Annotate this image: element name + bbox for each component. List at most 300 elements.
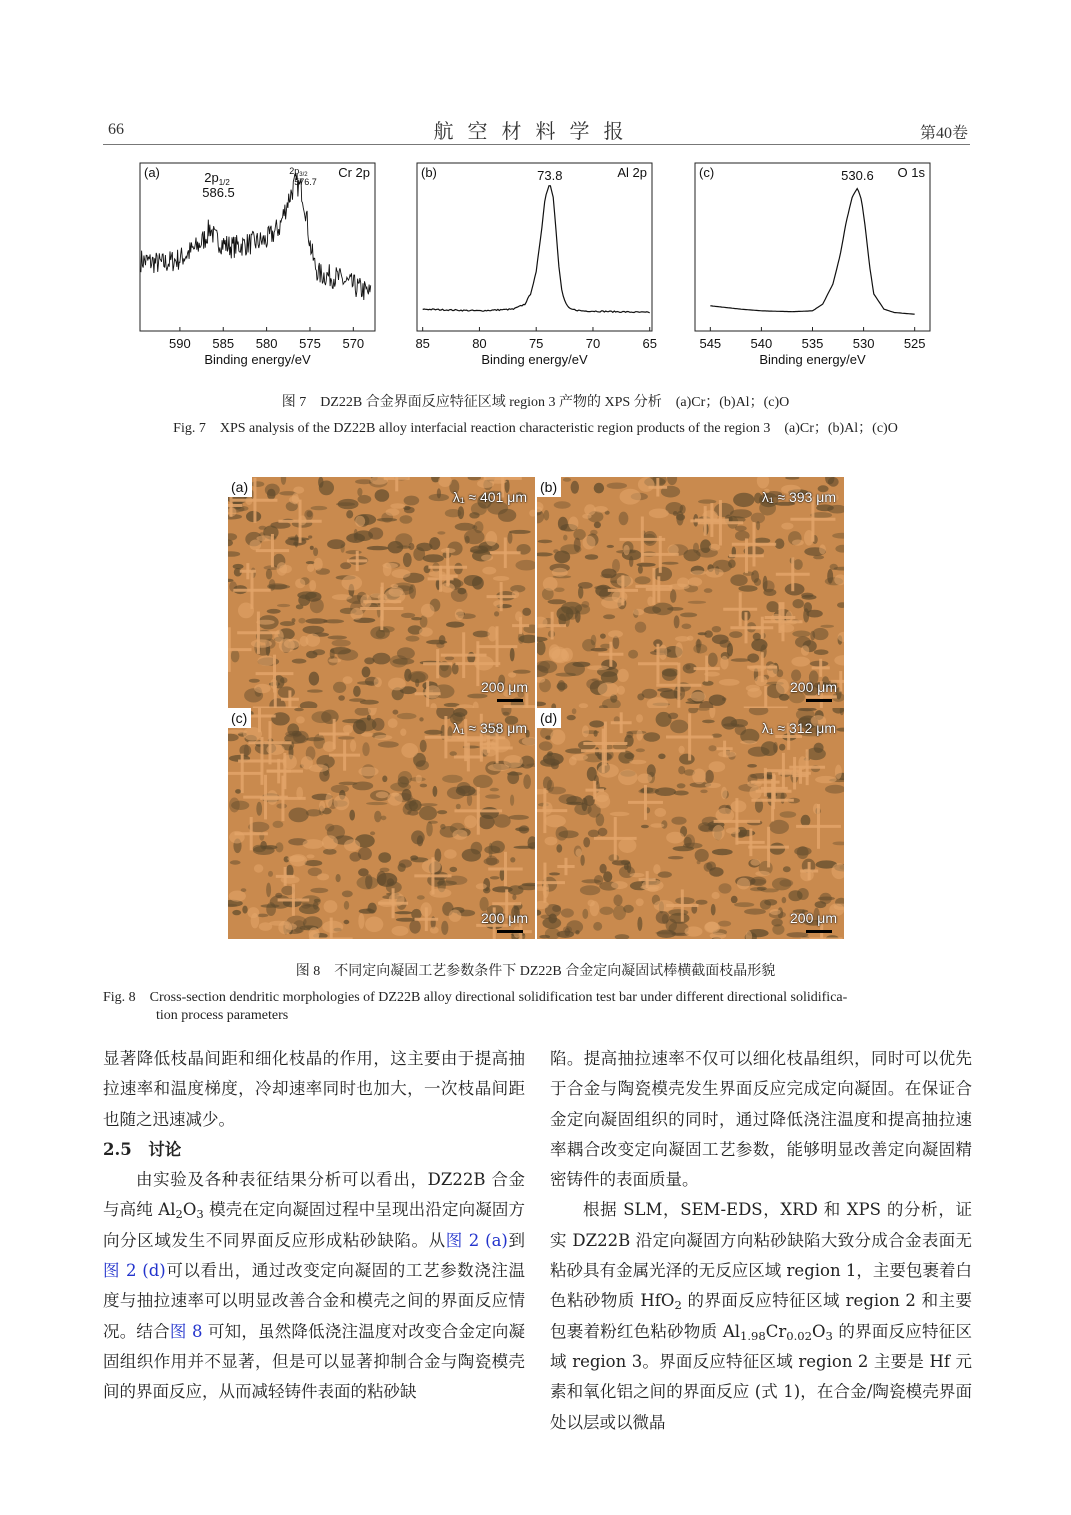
- dendrite-core: [792, 540, 804, 546]
- peak-label: $2p_{3/2}$: [289, 166, 308, 178]
- interdendritic-region: [372, 718, 385, 731]
- interdendritic-region: [344, 901, 349, 910]
- dendrite-core: [675, 642, 683, 658]
- interdendritic-region: [816, 504, 834, 511]
- dendrite-core: [617, 576, 634, 587]
- interdendritic-region: [411, 617, 422, 620]
- interdendritic-region: [349, 698, 366, 702]
- dendrite-core: [317, 873, 329, 880]
- interdendritic-region: [641, 825, 649, 828]
- dendrite-core: [636, 730, 642, 741]
- interdendritic-region: [298, 618, 305, 624]
- interdendritic-region: [548, 599, 567, 604]
- peak-label-sub: 1/2: [218, 178, 230, 187]
- dendrite-core: [358, 767, 378, 776]
- dendrite-core: [334, 795, 350, 810]
- dendrite-core: [576, 849, 582, 857]
- interdendritic-region: [508, 532, 513, 544]
- interdendritic-region: [275, 893, 282, 898]
- interdendritic-region: [751, 570, 759, 583]
- dendrite-core: [419, 627, 433, 636]
- dendrite-core: [755, 676, 768, 687]
- interdendritic-region: [349, 810, 355, 821]
- dendrite-core: [324, 900, 338, 913]
- dendrite-core: [400, 729, 406, 736]
- dendrite-core: [771, 614, 783, 623]
- interdendritic-region: [578, 741, 596, 750]
- dendrite-core: [783, 620, 797, 624]
- figure8-caption-en-line2: tion process parameters: [156, 1008, 289, 1023]
- interdendritic-region: [340, 562, 351, 569]
- interdendritic-region: [653, 567, 672, 581]
- dendrite-core: [441, 548, 456, 553]
- interdendritic-region: [323, 619, 344, 623]
- interdendritic-region: [683, 549, 700, 561]
- xps-chart-cr: [140, 158, 380, 377]
- dendrite-core: [344, 839, 360, 851]
- interdendritic-region: [458, 588, 467, 595]
- interdendritic-region: [638, 565, 643, 573]
- dendrite-core: [350, 608, 363, 620]
- text: 由实验及各种表征结果分析可以看出，DZ22B 合金与高纯 Al: [103, 1170, 525, 1220]
- interdendritic-region: [670, 589, 676, 602]
- interdendritic-region: [684, 837, 692, 847]
- scale-bar-label: 200 μm: [790, 910, 837, 926]
- interdendritic-region: [509, 530, 531, 534]
- interdendritic-region: [635, 576, 651, 584]
- figure8-caption-cn: 图 8 不同定向凝固工艺参数条件下 DZ22B 合金定向凝固试棒横截面枝晶形貌: [295, 964, 776, 979]
- interdendritic-region: [301, 903, 311, 909]
- dendrite-core: [229, 831, 245, 844]
- dendrite-core: [653, 864, 660, 874]
- interdendritic-region: [420, 740, 427, 752]
- panel-label: (d): [537, 708, 561, 728]
- panel-label: (c): [699, 165, 715, 180]
- interdendritic-region: [424, 730, 442, 735]
- text: O: [811, 1321, 826, 1341]
- text: Cr: [765, 1321, 787, 1341]
- interdendritic-region: [346, 550, 362, 554]
- interdendritic-region: [261, 904, 280, 907]
- interdendritic-region: [266, 902, 276, 916]
- interdendritic-region: [589, 720, 604, 727]
- interdendritic-region: [702, 720, 715, 724]
- interdendritic-region: [793, 559, 802, 570]
- interdendritic-region: [498, 509, 516, 522]
- dendrite-core: [668, 545, 679, 556]
- dendrite-core: [295, 579, 305, 589]
- interdendritic-region: [668, 713, 678, 719]
- peak-value: 586.5: [202, 185, 235, 200]
- spectrum-line: [141, 174, 371, 300]
- x-axis-label: Binding energy/eV: [759, 352, 866, 367]
- paragraph: [103, 1165, 525, 1407]
- dendrite-core: [675, 636, 690, 642]
- dendrite-core: [278, 921, 292, 935]
- dendrite-core: [388, 718, 398, 728]
- interdendritic-region: [572, 662, 590, 667]
- dendrite-core: [702, 510, 717, 521]
- interdendritic-region: [695, 849, 709, 862]
- dendrite-core: [421, 604, 435, 618]
- dendrite-core: [617, 669, 629, 682]
- dendrite-core: [804, 530, 814, 546]
- micrograph-c: [228, 708, 535, 939]
- interdendritic-region: [513, 670, 531, 674]
- dendrite-core: [610, 812, 630, 816]
- interdendritic-region: [323, 849, 337, 855]
- interdendritic-region: [705, 770, 714, 784]
- text: 根据 SLM，SEM-EDS，XRD 和 XPS 的分析，证实 DZ22B 沿定向凝固方向粘砂缺陷大致分成合金表面无粘砂具有金属光泽的无反应区域 region 1，主要包裹着白色粘砂物质 HfO: [550, 1200, 972, 1311]
- dendrite-core: [444, 849, 457, 859]
- subscript: 1.98: [740, 1328, 766, 1343]
- interdendritic-region: [637, 693, 644, 700]
- interdendritic-region: [635, 622, 646, 633]
- dendrite-core: [720, 656, 728, 670]
- dendrite-core: [623, 545, 629, 555]
- interdendritic-region: [306, 651, 317, 659]
- interdendritic-region: [731, 658, 751, 662]
- interdendritic-region: [733, 493, 754, 507]
- dendrite-core: [705, 922, 718, 933]
- dendrite-core: [598, 682, 619, 696]
- xps-chart-al: [417, 158, 657, 377]
- interdendritic-region: [256, 802, 262, 816]
- interdendritic-region: [797, 888, 809, 900]
- interdendritic-region: [450, 751, 457, 756]
- dendrite-core: [636, 714, 643, 722]
- dendrite-core: [542, 802, 552, 815]
- dendrite-core: [374, 735, 392, 740]
- dendrite-core: [819, 544, 826, 554]
- dendrite-core: [267, 790, 278, 805]
- interdendritic-region: [704, 588, 713, 593]
- interdendritic-region: [342, 891, 353, 898]
- interdendritic-region: [760, 900, 771, 910]
- interdendritic-region: [366, 908, 371, 911]
- interdendritic-region: [782, 897, 787, 903]
- interdendritic-region: [285, 731, 302, 738]
- dendrite-core: [300, 636, 309, 647]
- dendrite-core: [482, 567, 496, 575]
- interdendritic-region: [417, 835, 423, 846]
- dendrite-core: [323, 741, 336, 752]
- interdendritic-region: [478, 815, 494, 830]
- interdendritic-region: [368, 903, 377, 914]
- interdendritic-region: [700, 790, 707, 794]
- dendrite-core: [493, 600, 503, 607]
- dendrite-core: [647, 596, 653, 606]
- dendrite-core: [515, 611, 522, 621]
- panel-label: (a): [144, 165, 160, 180]
- subscript: 2: [674, 1298, 682, 1313]
- interdendritic-region: [398, 863, 406, 872]
- interdendritic-region: [756, 521, 760, 530]
- interdendritic-region: [510, 795, 514, 806]
- interdendritic-region: [306, 809, 322, 816]
- panel-label: (b): [421, 165, 437, 180]
- body-right-column: [550, 1044, 972, 1438]
- interdendritic-region: [484, 846, 500, 854]
- interdendritic-region: [510, 585, 525, 592]
- interdendritic-region: [465, 536, 470, 544]
- interdendritic-region: [801, 815, 811, 827]
- interdendritic-region: [445, 509, 462, 517]
- dendrite-core: [512, 591, 519, 599]
- dendrite-core: [325, 793, 332, 808]
- interdendritic-region: [744, 909, 766, 915]
- figure7-caption-cn: 图 7 DZ22B 合金界面反应特征区域 region 3 产物的 XPS 分析 (a)Cr；(b)Al；(c)O: [281, 395, 790, 410]
- interdendritic-region: [289, 808, 309, 823]
- interdendritic-region: [603, 614, 615, 619]
- figure-link[interactable]: 图 8: [169, 1321, 203, 1341]
- interdendritic-region: [580, 855, 584, 866]
- x-axis-label: Binding energy/eV: [204, 352, 311, 367]
- interdendritic-region: [307, 689, 323, 692]
- dendrite-core: [618, 838, 636, 853]
- dendrite-core: [266, 744, 284, 755]
- interdendritic-region: [750, 887, 765, 891]
- interdendritic-region: [403, 553, 412, 567]
- interdendritic-region: [561, 908, 574, 917]
- x-tick-label: 570: [342, 336, 365, 351]
- interdendritic-region: [337, 649, 358, 660]
- dendrite-core: [800, 869, 814, 882]
- dendrite-core: [798, 756, 806, 770]
- interdendritic-region: [330, 648, 335, 659]
- dendrite-core: [386, 508, 400, 515]
- interdendritic-region: [522, 608, 531, 616]
- dendrite-core: [654, 900, 675, 911]
- interdendritic-region: [658, 754, 665, 760]
- interdendritic-region: [374, 811, 381, 823]
- dendrite-core: [710, 933, 727, 939]
- interdendritic-region: [231, 650, 240, 663]
- interdendritic-region: [582, 909, 588, 919]
- figure7-caption-en: Fig. 7 XPS analysis of the DZ22B alloy interfacial reaction characteristic region products of the region 3 (a)Cr；(b)Al；(c)O: [173, 421, 898, 436]
- dendrite-core: [655, 808, 667, 817]
- dendrite-core: [422, 859, 441, 873]
- interdendritic-region: [582, 601, 590, 608]
- dendrite-core: [801, 645, 809, 656]
- dendrite-core: [358, 913, 364, 929]
- interdendritic-region: [793, 599, 804, 608]
- dendrite-core: [425, 685, 441, 698]
- interdendritic-region: [804, 602, 812, 613]
- interdendritic-region: [539, 741, 553, 751]
- interdendritic-region: [230, 860, 241, 864]
- dendrite-core: [601, 597, 623, 609]
- interdendritic-region: [680, 613, 697, 618]
- interdendritic-region: [572, 708, 577, 714]
- interdendritic-region: [636, 748, 645, 752]
- interdendritic-region: [619, 512, 629, 526]
- dendrite-core: [256, 535, 273, 541]
- interdendritic-region: [698, 499, 716, 503]
- interdendritic-region: [441, 921, 448, 935]
- dendrite-core: [258, 655, 276, 666]
- interdendritic-region: [509, 815, 529, 820]
- interdendritic-region: [423, 554, 444, 562]
- interdendritic-region: [696, 900, 708, 905]
- dendrite-core: [392, 926, 409, 936]
- subscript: 3: [196, 1207, 204, 1222]
- interdendritic-region: [450, 867, 458, 872]
- interdendritic-region: [294, 708, 304, 711]
- dendrite-core: [420, 902, 431, 917]
- interdendritic-region: [494, 814, 511, 828]
- interdendritic-region: [510, 857, 515, 862]
- interdendritic-region: [600, 634, 606, 639]
- interdendritic-region: [588, 830, 599, 838]
- x-tick-label: 545: [699, 336, 722, 351]
- micrograph-b: [537, 477, 844, 708]
- interdendritic-region: [565, 928, 571, 937]
- dendrite-core: [709, 761, 726, 772]
- interdendritic-region: [674, 615, 680, 628]
- dendrite-core: [301, 756, 313, 769]
- interdendritic-region: [797, 846, 809, 859]
- interdendritic-region: [332, 640, 351, 647]
- dendrite-core: [342, 575, 363, 590]
- interdendritic-region: [445, 656, 454, 660]
- interdendritic-region: [292, 618, 296, 623]
- dendrite-core: [284, 639, 300, 649]
- dendrite-core: [246, 496, 253, 505]
- figure-link[interactable]: 图 2 (d): [103, 1261, 166, 1281]
- dendrite-core: [549, 647, 568, 663]
- dendrite-core: [649, 509, 669, 519]
- x-tick-label: 585: [212, 336, 235, 351]
- dendrite-core: [571, 754, 588, 761]
- dendrite-core: [464, 815, 477, 828]
- interdendritic-region: [560, 544, 581, 554]
- interdendritic-region: [612, 559, 620, 573]
- plot-frame: [695, 163, 930, 331]
- x-tick-label: 525: [903, 336, 926, 351]
- dendrite-texture: [537, 708, 844, 939]
- interdendritic-region: [420, 784, 427, 788]
- interdendritic-region: [366, 802, 387, 805]
- interdendritic-region: [494, 611, 499, 616]
- interdendritic-region: [372, 653, 390, 665]
- dendrite-core: [545, 837, 558, 846]
- interdendritic-region: [688, 601, 706, 604]
- subscript: 2: [175, 1207, 183, 1222]
- interdendritic-region: [761, 741, 778, 756]
- dendrite-core: [296, 787, 303, 800]
- interdendritic-region: [785, 583, 805, 595]
- interdendritic-region: [229, 798, 240, 813]
- interdendritic-region: [675, 897, 694, 904]
- plot-frame: [140, 163, 375, 331]
- dendrite-core: [669, 584, 690, 590]
- dendrite-core: [401, 743, 418, 758]
- interdendritic-region: [556, 844, 562, 852]
- dendrite-core: [582, 725, 589, 737]
- interdendritic-region: [554, 501, 571, 508]
- interdendritic-region: [731, 896, 738, 904]
- dendrite-core: [569, 517, 579, 531]
- x-tick-label: 540: [750, 336, 773, 351]
- dendrite-core: [376, 792, 389, 799]
- interdendritic-region: [266, 883, 271, 898]
- dendrite-core: [390, 503, 405, 509]
- dendrite-core: [690, 570, 706, 575]
- dendrite-core: [392, 569, 411, 578]
- dendrite-core: [594, 506, 608, 513]
- interdendritic-region: [783, 866, 791, 872]
- dendrite-core: [704, 672, 720, 677]
- dendrite-core: [719, 679, 740, 686]
- dendrite-core: [292, 493, 299, 504]
- interdendritic-region: [346, 533, 365, 543]
- dendrite-core: [685, 926, 703, 936]
- dendrite-core: [289, 854, 307, 866]
- figure-link[interactable]: 图 2 (a): [445, 1230, 508, 1250]
- scale-bar: [806, 930, 832, 933]
- interdendritic-region: [708, 653, 718, 667]
- interdendritic-region: [544, 510, 550, 521]
- interdendritic-region: [668, 909, 688, 916]
- interdendritic-region: [296, 604, 304, 609]
- interdendritic-region: [819, 893, 831, 904]
- dendrite-core: [791, 657, 810, 667]
- dendrite-core: [296, 716, 305, 723]
- interdendritic-region: [328, 636, 347, 640]
- dendrite-core: [374, 677, 382, 687]
- interdendritic-region: [336, 874, 341, 882]
- dendrite-core: [544, 815, 566, 828]
- dendrite-core: [319, 801, 325, 812]
- interdendritic-region: [673, 846, 694, 851]
- interdendritic-region: [446, 622, 464, 628]
- interdendritic-region: [601, 671, 618, 683]
- interdendritic-region: [540, 915, 551, 919]
- x-tick-label: 530: [852, 336, 875, 351]
- interdendritic-region: [519, 825, 530, 833]
- interdendritic-region: [333, 682, 346, 693]
- dendrite-core: [582, 514, 591, 519]
- interdendritic-region: [380, 868, 390, 873]
- dendrite-core: [598, 764, 619, 778]
- interdendritic-region: [294, 535, 298, 548]
- dendrite-core: [488, 764, 510, 771]
- interdendritic-region: [662, 914, 669, 924]
- interdendritic-region: [417, 895, 425, 899]
- dendrite-core: [416, 775, 422, 783]
- interdendritic-region: [593, 922, 602, 931]
- interdendritic-region: [575, 930, 579, 934]
- dendrite-core: [688, 577, 702, 586]
- dendrite-core: [250, 540, 262, 551]
- x-tick-label: 590: [169, 336, 191, 351]
- dendrite-core: [254, 684, 271, 693]
- dendrite-core: [477, 479, 494, 488]
- interdendritic-region: [266, 569, 272, 580]
- interdendritic-region: [318, 477, 323, 488]
- interdendritic-region: [718, 921, 731, 927]
- dendrite-core: [355, 516, 365, 527]
- interdendritic-region: [367, 715, 371, 721]
- dendrite-core: [737, 878, 750, 890]
- interdendritic-region: [712, 849, 733, 855]
- interdendritic-region: [719, 883, 732, 893]
- dendrite-core: [429, 571, 446, 577]
- interdendritic-region: [277, 604, 290, 607]
- dendrite-core: [476, 883, 487, 889]
- dendrite-core: [747, 780, 762, 787]
